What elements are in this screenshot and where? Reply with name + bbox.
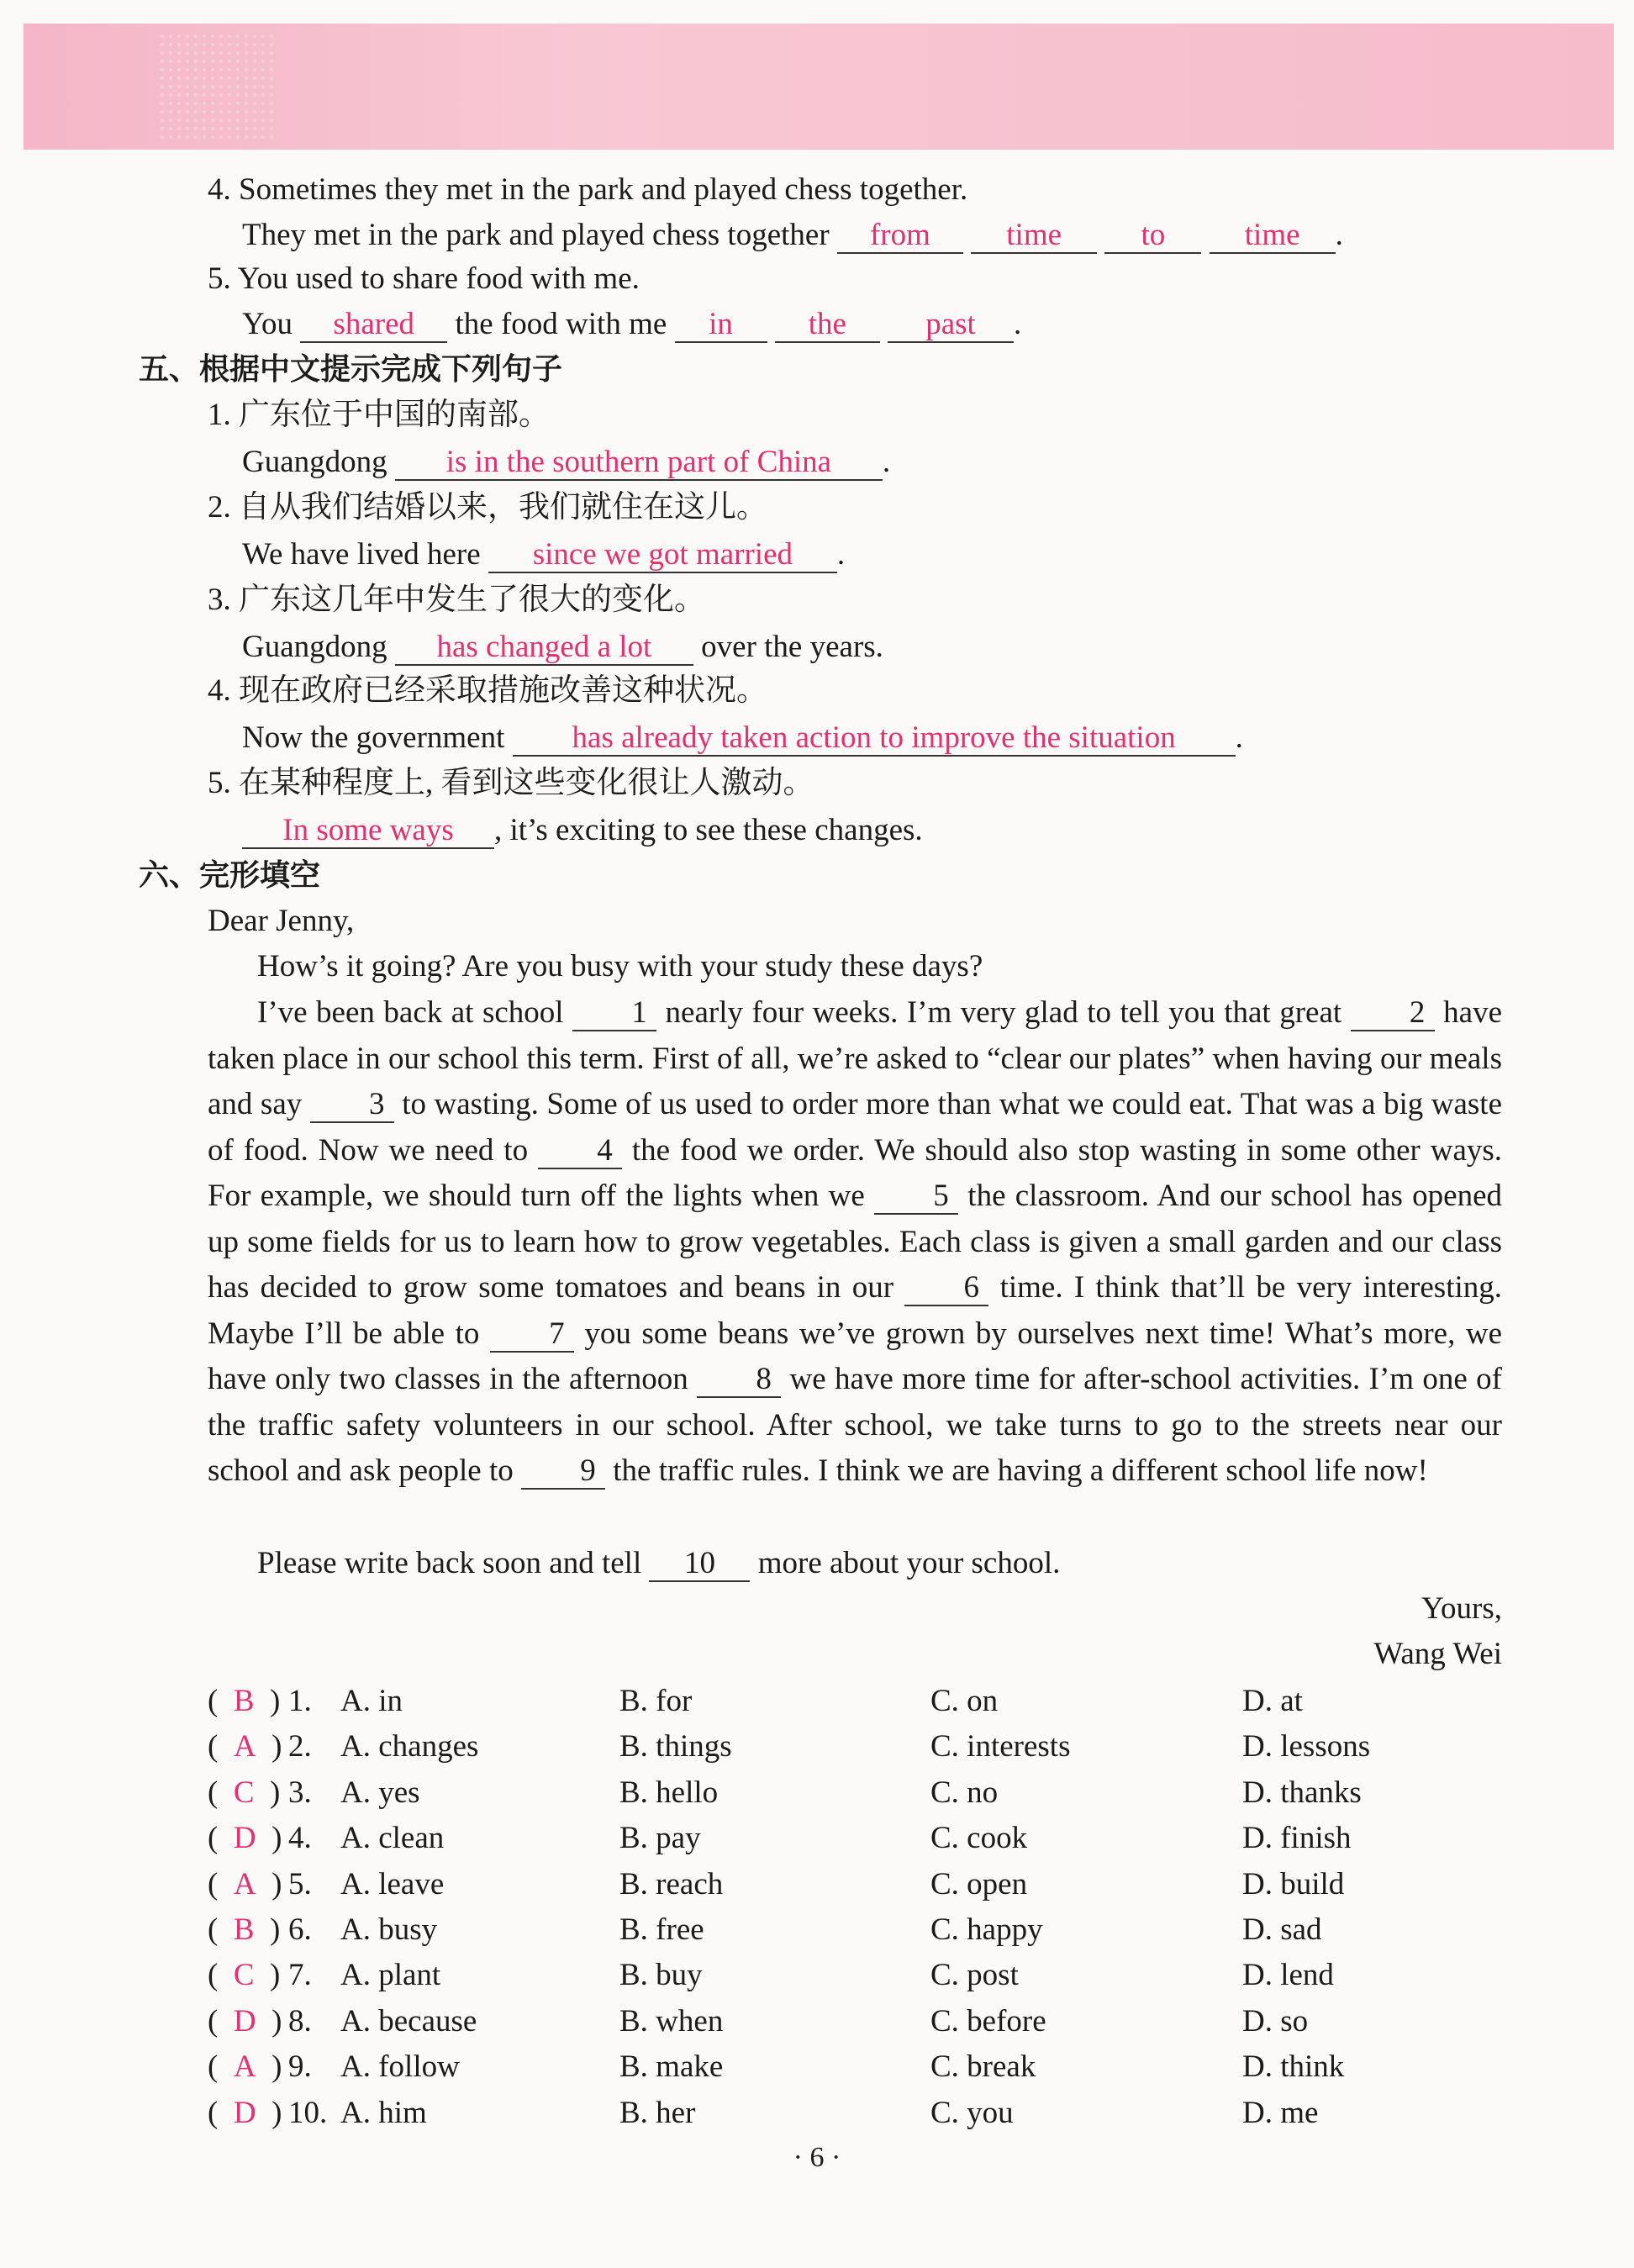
question-number: 7. xyxy=(288,1958,312,1992)
text-seg-6: time. I think that’ll be very interesting. Maybe I’ll be able to xyxy=(208,1270,1503,1351)
p3-text-a: Please write back soon and tell xyxy=(257,1546,642,1580)
p5-q5-answer: In some ways xyxy=(242,814,494,849)
text-seg-0: I’ve been back at school xyxy=(257,995,564,1030)
q4-answer-2: time xyxy=(971,219,1097,254)
p5-q2-answer: since we got married xyxy=(488,538,837,573)
question-number: 8. xyxy=(288,2004,312,2039)
blank-10: 10 xyxy=(649,1547,750,1582)
p5-q5-cn: 5. 在某种程度上, 看到这些变化很让人激动。 xyxy=(208,766,814,800)
question-number: 2. xyxy=(288,1729,312,1764)
option-d: D. lessons xyxy=(1242,1729,1371,1764)
option-b: B. buy xyxy=(619,1958,703,1992)
blank-8: 8 xyxy=(697,1363,781,1398)
answer-letter: B xyxy=(233,1912,255,1947)
option-d: D. finish xyxy=(1242,1821,1352,1855)
q4-end: . xyxy=(1335,218,1343,252)
p5-q3-answer: has changed a lot xyxy=(395,630,693,666)
question-number: 4. xyxy=(288,1821,312,1855)
q5-end: . xyxy=(1014,307,1022,341)
answer-paren: ( C ) xyxy=(208,1775,281,1810)
answer-letter: C xyxy=(233,1958,255,1992)
letter-signature: Wang Wei xyxy=(1373,1637,1502,1671)
question-number: 10. xyxy=(288,2096,328,2130)
q4-prefix: They met in the park and played chess together xyxy=(242,218,830,252)
option-c: C. open xyxy=(930,1867,1028,1901)
answer-letter: A xyxy=(233,1867,256,1901)
option-b: B. her xyxy=(619,2096,696,2130)
option-a: A. because xyxy=(340,2004,477,2039)
option-a: A. follow xyxy=(340,2049,460,2084)
option-a: A. busy xyxy=(340,1912,438,1947)
p5-q2-en xyxy=(242,536,845,573)
option-b: B. when xyxy=(619,2004,724,2039)
p5-q2-post: . xyxy=(836,537,846,572)
answer-paren: ( A ) xyxy=(208,1729,282,1764)
p5-q3-pre: Guangdong xyxy=(242,630,387,664)
blank-2: 2 xyxy=(1351,996,1435,1031)
question-number: 6. xyxy=(288,1912,312,1947)
answer-letter: D xyxy=(233,2004,256,2039)
q5-answer-2: in xyxy=(675,308,767,343)
q5-answer-3: the xyxy=(775,308,880,343)
text-seg-5: the classroom. And our school has opened up some fields for us to learn how to grow vegetables. Each class is given a small garden and our class has decided to grow some tomatoes and beans in our xyxy=(208,1179,1503,1305)
answer-paren: ( B ) xyxy=(208,1684,281,1718)
p5-q1-cn: 1. 广东位于中国的南部。 xyxy=(208,398,550,432)
option-b: B. hello xyxy=(619,1775,719,1810)
option-d: D. sad xyxy=(1242,1912,1322,1947)
option-a: A. leave xyxy=(340,1867,445,1901)
option-b: B. make xyxy=(619,2049,724,2084)
option-c: C. break xyxy=(930,2049,1036,2084)
answer-paren: ( D ) xyxy=(208,2004,282,2039)
option-c: C. on xyxy=(930,1684,999,1718)
question-number: 5. xyxy=(288,1867,312,1901)
answer-paren: ( C ) xyxy=(208,1958,281,1992)
q5-answer-4: past xyxy=(888,308,1014,343)
p5-q4-pre: Now the government xyxy=(242,720,505,755)
option-c: C. you xyxy=(930,2096,1014,2130)
option-d: D. me xyxy=(1242,2096,1319,2130)
letter-closing: Yours, xyxy=(1421,1591,1502,1626)
banner-dot-pattern xyxy=(158,32,276,141)
option-a: A. in xyxy=(340,1684,403,1718)
option-b: B. things xyxy=(619,1729,732,1764)
text-seg-8: we have more time for after-school activities. I’m one of the traffic safety volunteers in our school. After school, we take turns to go to the streets near our school and ask people to xyxy=(208,1362,1502,1488)
text-seg-1: nearly four weeks. I’m very glad to tell you that great xyxy=(665,995,1342,1030)
blank-4: 4 xyxy=(538,1134,622,1169)
option-c: C. no xyxy=(930,1775,999,1810)
p5-q5-post: , it’s exciting to see these changes. xyxy=(494,813,923,847)
text-seg-3: to wasting. Some of us used to order more than what we could eat. That was a big waste of food. Now we need to xyxy=(208,1087,1502,1168)
text-seg-4: the food we order. We should also stop wasting in some other ways. For example, we should turn off the lights when we xyxy=(208,1132,1503,1213)
answer-letter: D xyxy=(233,1821,256,1855)
question-number: 9. xyxy=(288,2049,312,2084)
blank-5: 5 xyxy=(874,1179,958,1215)
q4-original: 4. Sometimes they met in the park and played chess together. xyxy=(208,172,968,207)
p5-q5-en xyxy=(242,812,923,849)
answer-letter: C xyxy=(233,1775,255,1810)
question-number: 3. xyxy=(288,1775,312,1810)
q5-word: You xyxy=(242,307,293,341)
p5-q2-cn: 2. 自从我们结婚以来，我们就住在这儿。 xyxy=(208,490,767,525)
p5-q1-en xyxy=(242,444,890,481)
p5-q3-en xyxy=(242,629,883,666)
p5-q4-post: . xyxy=(1235,720,1243,755)
blank-9: 9 xyxy=(521,1454,605,1490)
p5-q1-post: . xyxy=(882,445,891,479)
answer-letter: A xyxy=(233,2049,256,2084)
blank-1: 1 xyxy=(572,996,656,1031)
option-c: C. interests xyxy=(930,1729,1071,1764)
letter-paragraph-2 xyxy=(208,990,1502,1495)
letter-greeting: Dear Jenny, xyxy=(208,904,355,938)
letter-paragraph-1: How’s it going? Are you busy with your study these days? xyxy=(257,949,983,984)
q5-rewrite xyxy=(242,306,1021,343)
answer-paren: ( D ) xyxy=(208,2096,282,2130)
option-a: A. plant xyxy=(340,1958,441,1992)
option-a: A. changes xyxy=(340,1729,479,1764)
blank-3: 3 xyxy=(310,1088,394,1123)
p3-text-b: more about your school. xyxy=(757,1546,1061,1580)
section-5-title: 五、根据中文提示完成下列句子 xyxy=(139,352,563,387)
option-d: D. so xyxy=(1242,2004,1309,2039)
header-banner xyxy=(24,24,1614,150)
p5-q1-pre: Guangdong xyxy=(242,445,387,479)
option-b: B. pay xyxy=(619,1821,701,1855)
option-d: D. lend xyxy=(1242,1958,1334,1992)
p5-q2-pre: We have lived here xyxy=(242,537,481,572)
q4-answer-3: to xyxy=(1104,219,1201,254)
question-number: 1. xyxy=(288,1684,312,1718)
answer-letter: B xyxy=(233,1684,255,1718)
answer-paren: ( A ) xyxy=(208,2049,282,2084)
answer-paren: ( A ) xyxy=(208,1867,282,1901)
q4-rewrite xyxy=(242,217,1343,254)
p5-q4-answer: has already taken action to improve the situation xyxy=(513,721,1236,757)
option-c: C. happy xyxy=(930,1912,1043,1947)
option-b: B. free xyxy=(619,1912,704,1947)
p5-q4-cn: 4. 现在政府已经采取措施改善这种状况。 xyxy=(208,673,767,708)
option-d: D. thanks xyxy=(1242,1775,1362,1810)
q4-answer-1: from xyxy=(837,219,963,254)
answer-letter: D xyxy=(233,2096,256,2130)
page-number: · 6 · xyxy=(793,2142,841,2173)
option-a: A. him xyxy=(340,2096,427,2130)
text-seg-7: you some beans we’ve grown by ourselves next time! What’s more, we have only two classes in the afternoon xyxy=(208,1316,1503,1396)
p5-q3-post: over the years. xyxy=(701,630,883,664)
option-c: C. cook xyxy=(930,1821,1028,1855)
option-b: B. for xyxy=(619,1684,693,1718)
q5-mid: the food with me xyxy=(455,307,667,341)
option-d: D. at xyxy=(1242,1684,1303,1718)
option-a: A. yes xyxy=(340,1775,420,1810)
answer-letter: A xyxy=(233,1729,256,1764)
option-a: A. clean xyxy=(340,1821,445,1855)
p5-q4-en xyxy=(242,720,1243,757)
q4-answer-4: time xyxy=(1210,219,1336,254)
section-6-title: 六、完形填空 xyxy=(139,858,321,893)
q5-original: 5. You used to share food with me. xyxy=(208,261,640,296)
text-seg-9: the traffic rules. I think we are having a different school life now! xyxy=(613,1453,1428,1488)
answer-paren: ( D ) xyxy=(208,1821,282,1855)
q5-answer-1: shared xyxy=(300,308,447,343)
option-b: B. reach xyxy=(619,1867,724,1901)
option-c: C. post xyxy=(930,1958,1019,1992)
p5-q1-answer: is in the southern part of China xyxy=(395,446,883,481)
text-seg-2: have taken place in our school this term. First of all, we’re asked to “clear our plates” when having our meals and say xyxy=(208,995,1503,1121)
option-d: D. think xyxy=(1242,2049,1345,2084)
blank-7: 7 xyxy=(490,1317,574,1353)
option-c: C. before xyxy=(930,2004,1046,2039)
answer-paren: ( B ) xyxy=(208,1912,281,1947)
blank-6: 6 xyxy=(904,1271,988,1306)
option-d: D. build xyxy=(1242,1867,1345,1901)
letter-paragraph-3 xyxy=(257,1545,1060,1582)
p5-q3-cn: 3. 广东这几年中发生了很大的变化。 xyxy=(208,583,705,617)
